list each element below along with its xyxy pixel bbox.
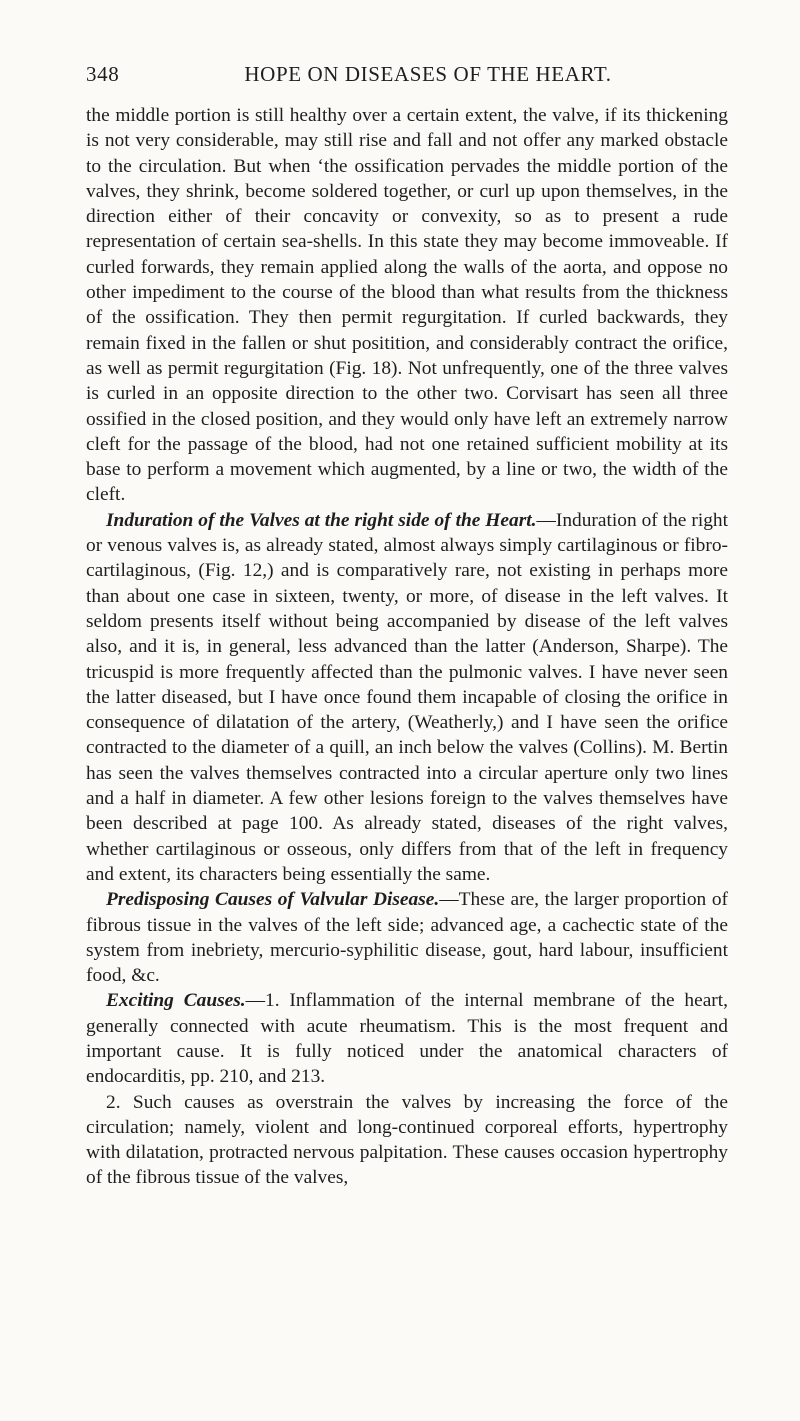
paragraph-text: the middle portion is still healthy over a certain extent, the valve, if its thickening is not very considerable, may still rise and fall and not offer any marked obstacle to the circulation. But when ‘the ossification pervades the middle portion of the valves, they shrink, become soldered together, or curl up upon themselves, in the direction either of their concavity or convexity, so as to present a rude representation of certain sea-shells. In this state they may become immoveable. If curled forwards, they remain applied along the walls of the aorta, and oppose no other impediment to the course of the blood than what results from the thickness of the ossification. They then permit regurgitation. If curled backwards, they remain fixed in the fallen or shut positition, and considerably contract the orifice, as well as permit regurgitation (Fig. 18). Not unfrequently, one of the three valves is curled in an opposite direction to the other two. Corvisart has seen all three ossified in the closed position, and they would only have left an extremely narrow cleft for the passage of the blood, had not one retained sufficient mobility at its base to perform a movement which augmented, by a line or two, the width of the cleft. bbox=[86, 105, 728, 506]
section-heading: Predisposing Causes of Valvular Disease. bbox=[106, 889, 440, 911]
paragraph-text: —These are, the larger proportion of fibrous tissue in the valves of the left side; advanced age, a cachectic state of the system from inebriety, mercurio-syphilitic disease, gout, hard labour, insufficient food, &c. bbox=[86, 889, 728, 987]
section-heading: Exciting Causes. bbox=[106, 990, 246, 1012]
paragraph-ossification-continued bbox=[86, 103, 728, 508]
paragraph-text: —1. Inflammation of the internal membrane of the heart, generally connected with acute rheumatism. This is the most frequent and important cause. It is fully noticed under the anatomical characters of endocarditis, pp. 210, and 213. bbox=[86, 990, 728, 1088]
section-heading: Induration of the Valves at the right side of the Heart. bbox=[106, 509, 537, 531]
running-header bbox=[86, 62, 726, 92]
page-number: 348 bbox=[86, 62, 120, 86]
paragraph-text: —Induration of the right or venous valves is, as already stated, almost always simply cartilaginous or fibro-cartilaginous, (Fig. 12,) and is comparatively rare, not existing in perhaps more than about one case in sixteen, twenty, or more, of disease in the left valves. It seldom presents itself without being accompanied by disease of the left valves also, and it is, in general, less advanced than the latter (Anderson, Sharpe). The tricuspid is more frequently affected than the pulmonic valves. I have never seen the latter diseased, but I have once found them incapable of closing the orifice in consequence of dilatation of the artery, (Weatherly,) and I have seen the orifice contracted to the diameter of a quill, an inch below the valves (Collins). M. Bertin has seen the valves themselves contracted into a circular aperture only two lines and a half in diameter. A few other lesions foreign to the valves themselves have been described at page 100. As already stated, diseases of the right valves, whether cartilaginous or osseous, only differs from that of the left in frequency and extent, its characters being essentially the same. bbox=[86, 509, 728, 885]
paragraph-exciting-causes bbox=[86, 988, 728, 1089]
paragraph-predisposing-causes bbox=[86, 887, 728, 988]
body-text bbox=[86, 103, 728, 1191]
paragraph-text: 2. Such causes as overstrain the valves by increasing the force of the circulation; namely, violent and long-continued corporeal efforts, hypertrophy with dilatation, protracted nervous palpitation. These causes occasion hypertrophy of the fibrous tissue of the valves, bbox=[86, 1091, 728, 1189]
running-title: HOPE ON DISEASES OF THE HEART. bbox=[244, 62, 612, 86]
paragraph-induration-right-valves bbox=[86, 508, 728, 887]
paragraph-overstrain-causes bbox=[86, 1090, 728, 1191]
